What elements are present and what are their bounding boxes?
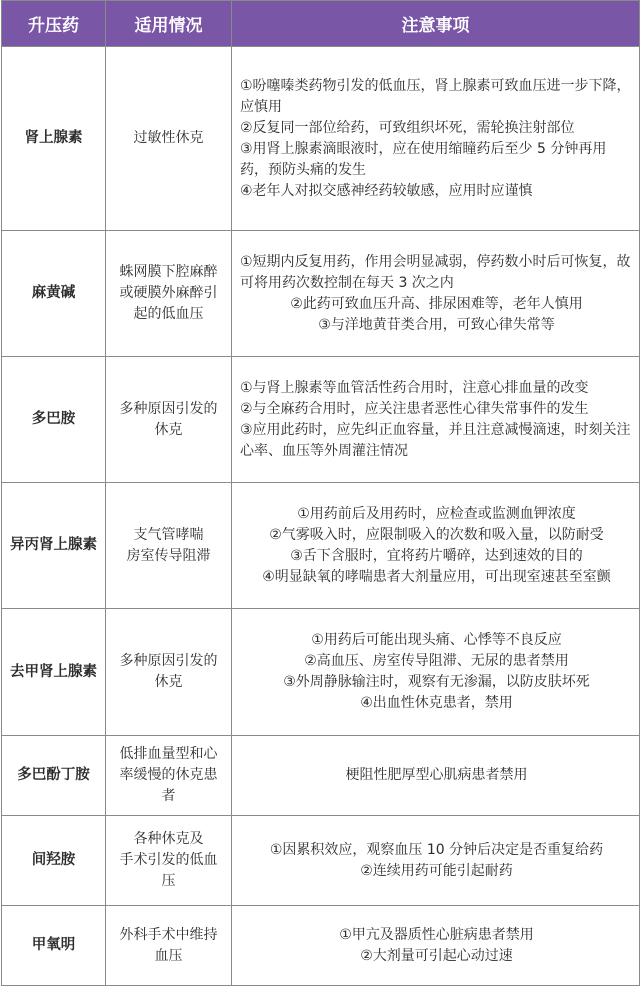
note-item: ③外周静脉输注时，观察有无渗漏，以防皮肤坏死	[283, 674, 590, 690]
usage-cell	[106, 357, 232, 483]
usage-text: 各种休克及	[133, 831, 204, 847]
notes-cell	[232, 357, 640, 483]
notes-cell	[232, 816, 640, 906]
note-item: ④老年人对拟交感神经药较敏感，应用时应谨慎	[240, 182, 533, 199]
note-item: ②此药可致血压升高、排尿困难等，老年人慎用	[290, 295, 583, 312]
note-item: ④明显缺氧的哮喘患者大剂量应用，可出现室速甚至室颤	[262, 568, 611, 585]
usage-text: 血压	[154, 947, 183, 964]
drug-name: 异丙肾上腺素	[2, 483, 106, 609]
drug-name: 间羟胺	[2, 816, 106, 906]
notes-cell	[232, 609, 640, 736]
note-item: ②连续用药可能引起耐药	[360, 862, 513, 879]
note-item: ①甲亢及器质性心脏病患者禁用	[339, 926, 534, 943]
drug-name: 麻黄碱	[2, 231, 106, 357]
note-item: ①用药后可能出现头痛、心悸等不良反应	[311, 632, 562, 648]
usage-text: 低排血量型和心	[119, 746, 218, 762]
note-item: ②大剂量可引起心动过速	[360, 947, 513, 964]
usage-text: 压	[161, 873, 176, 889]
notes-cell	[232, 47, 640, 231]
table-row	[2, 231, 640, 357]
notes-cell	[232, 231, 640, 357]
table-row	[2, 483, 640, 609]
drug-name: 多巴酚丁胺	[2, 736, 106, 816]
note-item: ②反复同一部位给药，可致组织坏死，需轮换注射部位	[240, 119, 575, 136]
table-row	[2, 47, 640, 231]
usage-text: 起的低血压	[133, 306, 204, 322]
notes-cell	[232, 906, 640, 986]
usage-text: 或硬膜外麻醉引	[119, 285, 218, 301]
note-item: ①短期内反复用药，作用会明显减弱，停药数小时后可恢复，故可将用药次数控制在每天 3 次之内	[240, 253, 631, 291]
header-row	[2, 1, 640, 47]
note-item: ③应用此药时，应先纠正血容量，并且注意减慢滴速，时刻关注心率、血压等外周灌注情况	[240, 421, 631, 459]
usage-text: 外科手术中维持	[119, 926, 218, 943]
usage-cell	[106, 816, 232, 906]
drug-name: 去甲肾上腺素	[2, 609, 106, 736]
notes-cell	[232, 483, 640, 609]
table-row	[2, 906, 640, 986]
note-item: ④出血性休克患者，禁用	[360, 695, 513, 711]
note-item: ①与肾上腺素等血管活性药合用时，注意心排血量的改变	[240, 379, 589, 396]
usage-cell	[106, 47, 232, 231]
usage-text: 休克	[154, 421, 183, 438]
note-item: ①吩噻嗪类药物引发的低血压，肾上腺素可致血压进一步下降，应慎用	[240, 77, 631, 115]
table-row	[2, 609, 640, 736]
header-notes: 注意事项	[232, 1, 640, 47]
note-item: ①用药前后及用药时，应检查或监测血钾浓度	[297, 505, 576, 522]
usage-text: 休克	[154, 674, 183, 690]
usage-cell	[106, 736, 232, 816]
usage-text: 多种原因引发的	[119, 653, 218, 669]
header-usage: 适用情况	[106, 1, 232, 47]
usage-cell	[106, 609, 232, 736]
table-row	[2, 736, 640, 816]
usage-cell	[106, 483, 232, 609]
note-item: ③舌下含服时，宜将药片嚼碎，达到速效的目的	[290, 547, 583, 564]
header-drug: 升压药	[2, 1, 106, 47]
note-item: ②与全麻药合用时，应关注患者恶性心律失常事件的发生	[240, 400, 589, 417]
note-item: ③与洋地黄苷类合用，可致心律失常等	[318, 316, 555, 333]
note-item: ②高血压、房室传导阻滞、无尿的患者禁用	[304, 653, 569, 669]
note-item: ②气雾吸入时，应限制吸入的次数和吸入量，以防耐受	[269, 526, 604, 543]
table-row	[2, 357, 640, 483]
note-item: ③用肾上腺素滴眼液时，应在使用缩瞳药后至少 5 分钟再用药，预防头痛的发生	[240, 140, 607, 178]
usage-text: 者	[161, 788, 176, 804]
drug-name: 多巴胺	[2, 357, 106, 483]
note-item: ①因累积效应，观察血压 10 分钟后决定是否重复给药	[269, 841, 604, 858]
drug-table	[1, 0, 640, 986]
usage-text: 蛛网膜下腔麻醉	[119, 264, 218, 280]
usage-text: 过敏性休克	[133, 130, 204, 146]
usage-cell	[106, 231, 232, 357]
note-item: 梗阻性肥厚型心肌病患者禁用	[345, 767, 528, 783]
table-row	[2, 816, 640, 906]
usage-cell	[106, 906, 232, 986]
usage-text: 支气管哮喘	[133, 526, 204, 543]
drug-name: 肾上腺素	[2, 47, 106, 231]
usage-text: 多种原因引发的	[119, 400, 218, 417]
notes-cell	[232, 736, 640, 816]
usage-text: 手术引发的低血	[119, 852, 218, 868]
usage-text: 房室传导阻滞	[126, 547, 211, 564]
drug-name: 甲氧明	[2, 906, 106, 986]
usage-text: 率缓慢的休克患	[119, 767, 218, 783]
